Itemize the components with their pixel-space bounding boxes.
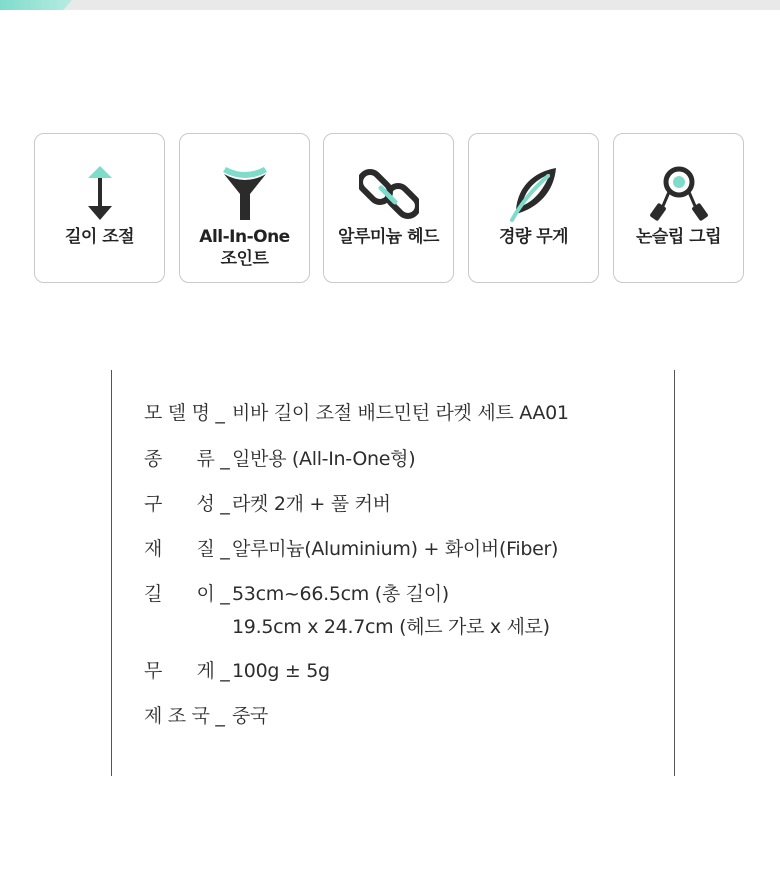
spec-key: 구 성 _: [144, 493, 230, 515]
spec-value: 알루미늄(Aluminium) + 화이버(Fiber): [232, 538, 559, 560]
feature-card-lightweight: [468, 133, 599, 283]
spec-row-length-head: [232, 614, 550, 640]
spec-row-origin: [144, 703, 268, 729]
feather-icon: [469, 164, 598, 224]
spec-key: 모 델 명 _: [144, 402, 225, 424]
spec-table: [111, 370, 675, 776]
spec-row-composition: [144, 491, 391, 517]
link-icon: [324, 164, 453, 224]
height-adjust-icon: [35, 164, 164, 224]
feature-card-nonslip-grip: [613, 133, 744, 283]
spec-value: 100g ± 5g: [232, 660, 330, 682]
feature-card-joint: [179, 133, 310, 283]
spec-row-material: [144, 536, 558, 562]
feature-label: 알루미늄 헤드: [338, 227, 439, 247]
spec-value: 중국: [232, 705, 269, 727]
spec-key: 종 류 _: [144, 448, 230, 470]
spec-key: 길 이 _: [144, 583, 230, 605]
spec-value: 라켓 2개 + 풀 커버: [232, 493, 391, 515]
spec-value: 비바 길이 조절 배드민턴 라켓 세트 AA01: [232, 402, 569, 424]
grip-icon: [614, 164, 743, 224]
spec-row-model: [144, 400, 569, 426]
spec-row-length: [144, 581, 449, 607]
top-bar: [0, 0, 780, 10]
spec-row-weight: [144, 658, 330, 684]
feature-label: All-In-One 조인트: [199, 227, 290, 269]
spec-key: 제 조 국 _: [144, 705, 225, 727]
feature-card-aluminium-head: [323, 133, 454, 283]
spec-key: 재 질 _: [144, 538, 230, 560]
feature-label: 논슬립 그립: [635, 227, 722, 247]
spec-value: 53cm~66.5cm (총 길이): [232, 583, 449, 605]
feature-label: 길이 조절: [64, 227, 135, 247]
spec-value: 19.5cm x 24.7cm (헤드 가로 x 세로): [232, 616, 550, 638]
feature-cards: [34, 133, 746, 285]
feature-label: 경량 무게: [498, 227, 569, 247]
spec-key: 무 게 _: [144, 660, 230, 682]
spec-row-type: [144, 446, 415, 472]
spec-value: 일반용 (All-In-One형): [232, 448, 416, 470]
top-bar-accent: [0, 0, 72, 10]
feature-card-height-adjust: [34, 133, 165, 283]
joint-icon: [180, 164, 309, 224]
